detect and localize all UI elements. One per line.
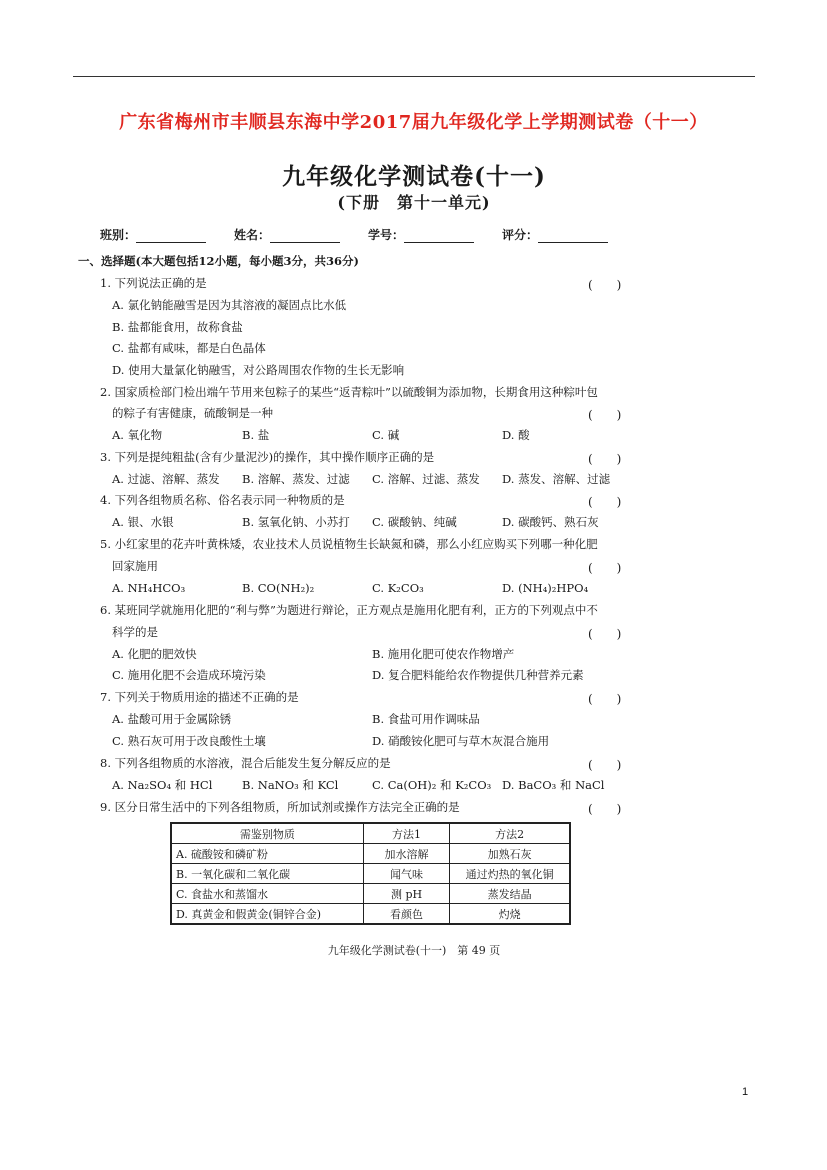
table-row [171,864,570,884]
q3-option-c: C. 溶解、过滤、蒸发 [372,472,480,486]
table-cell: D. 真黄金和假黄金(铜锌合金) [171,904,363,925]
q8-answer-paren: ( ) [588,758,622,772]
q6-stem-line1: 6. 某班同学就施用化肥的“利与弊”为题进行辩论，正方观点是施用化肥有利，正方的下列观点中不 [100,603,598,617]
number-label: 学号： [368,228,405,242]
q2-option-d: D. 酸 [502,428,530,442]
q1-stem: 1. 下列说法正确的是 [100,276,207,290]
q3-stem: 3. 下列是提纯粗盐(含有少量泥沙)的操作，其中操作顺序正确的是 [100,450,435,464]
table-header: 方法2 [450,823,570,844]
class-field [100,226,206,243]
q6-option-b: B. 施用化肥可使农作物增产 [372,647,515,661]
q5-option-d: D. (NH₄)₂HPO₄ [502,581,589,595]
q1-answer-paren: ( ) [588,278,622,292]
q1-option-d: D. 使用大量氯化钠融雪，对公路周围农作物的生长无影响 [112,363,405,377]
section-heading: 一、选择题(本大题包括12小题，每小题3分，共36分) [78,254,359,268]
q8-stem: 8. 下列各组物质的水溶液，混合后能发生复分解反应的是 [100,756,391,770]
test-title: 九年级化学测试卷(十一) [282,163,546,190]
test-subtitle: (下册 第十一单元) [337,193,491,212]
q2-stem-line1: 2. 国家质检部门检出端午节用来包粽子的某些“返青粽叶”以硫酸铜为添加物，长期食用这种粽叶包 [100,385,598,399]
scan-footer: 九年级化学测试卷(十一) 第 49 页 [327,944,501,957]
table-cell: 加水溶解 [363,844,449,864]
class-label: 班别： [100,228,137,242]
q5-option-b: B. CO(NH₂)₂ [242,581,315,595]
scanned-page [78,150,750,965]
q2-option-c: C. 碱 [372,428,400,442]
table-cell: 测 pH [363,884,449,904]
q2-stem-line2: 的粽子有害健康，硫酸铜是一种 [112,406,273,420]
q1-option-c: C. 盐都有咸味，都是白色晶体 [112,341,266,355]
table-row [171,844,570,864]
q5-stem-line1: 5. 小红家里的花卉叶黄株矮，农业技术人员说植物生长缺氮和磷，那么小红应购买下列哪一种化肥 [100,537,598,551]
q7-option-a: A. 盐酸可用于金属除锈 [112,712,232,726]
number-blank [404,230,474,243]
q6-option-a: A. 化肥的肥效快 [112,647,197,661]
table-row [171,884,570,904]
q7-answer-paren: ( ) [588,692,622,706]
table-cell: 灼烧 [450,904,570,925]
score-field [502,226,608,243]
q8-option-b: B. NaNO₃ 和 KCl [242,778,339,792]
number-field [368,226,474,243]
document-title: 广东省梅州市丰顺县东海中学2017届九年级化学上学期测试卷（十一） [119,112,708,133]
table-cell: 闻气味 [363,864,449,884]
table-cell: 通过灼热的氧化铜 [450,864,570,884]
q8-option-c: C. Ca(OH)₂ 和 K₂CO₃ [372,778,492,792]
q1-option-a: A. 氯化钠能融雪是因为其溶液的凝固点比水低 [112,298,347,312]
table-cell: 加熟石灰 [450,844,570,864]
q2-option-a: A. 氧化物 [112,428,163,442]
table-cell: A. 硫酸铵和磷矿粉 [171,844,363,864]
table-header: 需鉴别物质 [171,823,363,844]
page-number: 1 [742,1086,749,1098]
table-header: 方法1 [363,823,449,844]
q5-stem-line2: 回家施用 [112,559,158,573]
score-blank [538,230,608,243]
q4-answer-paren: ( ) [588,495,622,509]
q3-option-d: D. 蒸发、溶解、过滤 [502,472,611,486]
score-label: 评分： [502,228,539,242]
q9-answer-paren: ( ) [588,802,622,816]
q5-answer-paren: ( ) [588,561,622,575]
q4-option-d: D. 碳酸钙、熟石灰 [502,515,599,529]
name-field [234,226,340,243]
q4-option-b: B. 氢氧化钠、小苏打 [242,515,350,529]
q4-option-a: A. 银、水银 [112,515,174,529]
q6-option-d: D. 复合肥料能给农作物提供几种营养元素 [372,668,584,682]
q5-option-a: A. NH₄HCO₃ [112,581,186,595]
q2-option-b: B. 盐 [242,428,270,442]
q6-option-c: C. 施用化肥不会造成环境污染 [112,668,266,682]
q3-option-b: B. 溶解、蒸发、过滤 [242,472,350,486]
name-blank [270,230,340,243]
q6-stem-line2: 科学的是 [112,625,158,639]
q6-answer-paren: ( ) [588,627,622,641]
q4-stem: 4. 下列各组物质名称、俗名表示同一种物质的是 [100,493,345,507]
table-cell: 蒸发结晶 [450,884,570,904]
q8-option-a: A. Na₂SO₄ 和 HCl [112,778,213,792]
q9-stem: 9. 区分日常生活中的下列各组物质，所加试剂或操作方法完全正确的是 [100,800,460,814]
q2-answer-paren: ( ) [588,408,622,422]
top-rule [73,76,755,77]
q7-option-c: C. 熟石灰可用于改良酸性土壤 [112,734,266,748]
q9-table [170,822,571,925]
name-label: 姓名： [234,228,271,242]
table-cell: B. 一氧化碳和二氧化碳 [171,864,363,884]
q4-option-c: C. 碳酸钠、纯碱 [372,515,457,529]
q7-option-d: D. 硝酸铵化肥可与草木灰混合施用 [372,734,550,748]
q3-answer-paren: ( ) [588,452,622,466]
table-cell: C. 食盐水和蒸馏水 [171,884,363,904]
class-blank [136,230,206,243]
q5-option-c: C. K₂CO₃ [372,581,424,595]
q8-option-d: D. BaCO₃ 和 NaCl [502,778,605,792]
q7-stem: 7. 下列关于物质用途的描述不正确的是 [100,690,299,704]
q7-option-b: B. 食盐可用作调味品 [372,712,480,726]
table-row [171,904,570,925]
table-cell: 看颜色 [363,904,449,925]
q1-option-b: B. 盐都能食用，故称食盐 [112,320,243,334]
q3-option-a: A. 过滤、溶解、蒸发 [112,472,220,486]
table-header-row [171,823,570,844]
